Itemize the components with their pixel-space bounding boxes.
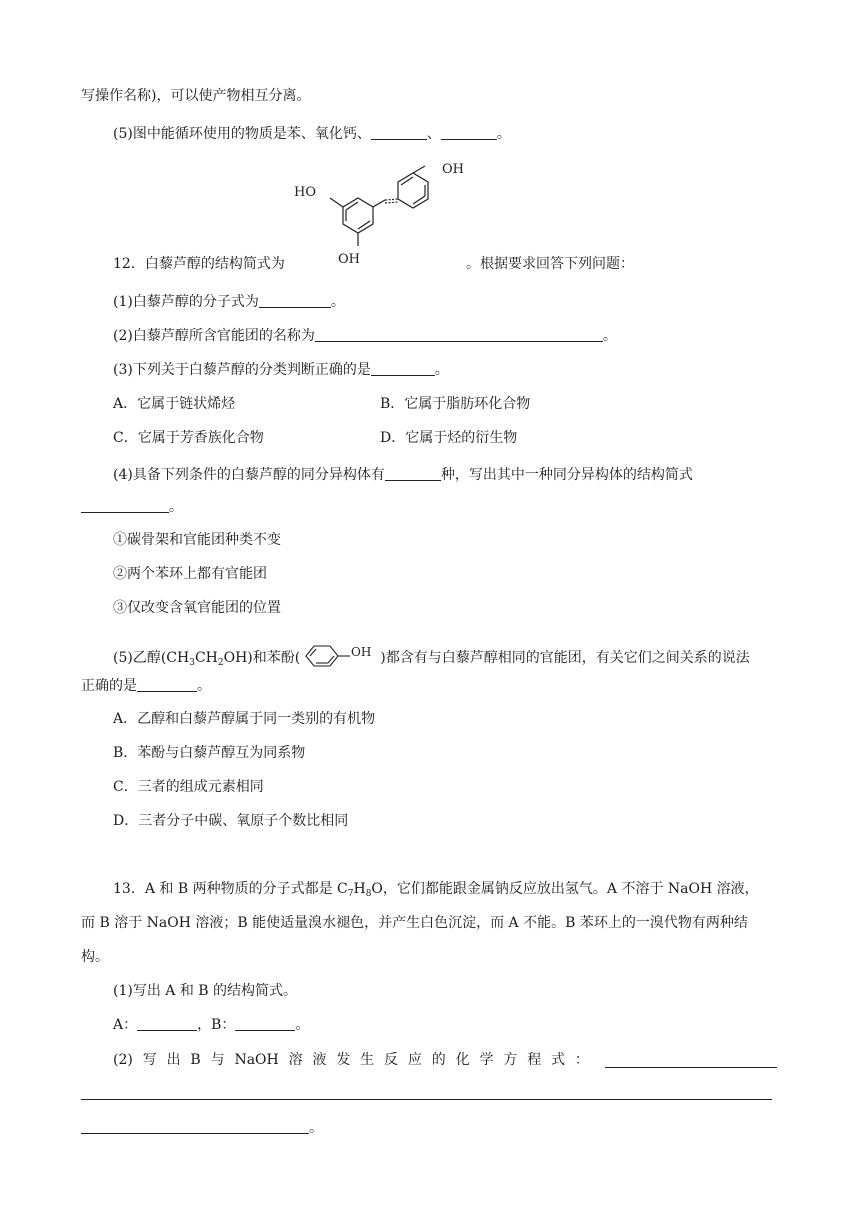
q12-part5-option-b[interactable]: B．苯酚与白藜芦醇互为同系物 bbox=[113, 745, 306, 761]
q13-part2-word: 化 bbox=[455, 1052, 470, 1068]
q13-part2-text bbox=[113, 1050, 589, 1070]
resveratrol-structure-image bbox=[288, 152, 478, 270]
q12-intro: 12．白藜芦醇的结构简式为 bbox=[113, 256, 285, 272]
struct-label-ho-left: HO bbox=[294, 185, 316, 200]
q13-part2-word: 与 bbox=[210, 1052, 225, 1068]
answer-blank[interactable] bbox=[81, 498, 169, 513]
phenol-structure-image bbox=[300, 642, 380, 670]
q13-part2-word: 的 bbox=[431, 1052, 446, 1068]
q13-part2 bbox=[113, 1050, 777, 1070]
q13-part2-line2 bbox=[81, 1084, 772, 1104]
q13-part2-word: B bbox=[190, 1052, 201, 1068]
q11-part5: (5)图中能循环使用的物质是苯、氧化钙、 、 。 bbox=[113, 126, 511, 142]
q13-stem-line1: 13．A 和 B 两种物质的分子式都是 $C_7H_8O$，它们都能跟金属钠反应放出氢气。A 不溶于 NaOH 溶液， bbox=[113, 881, 759, 899]
answer-blank[interactable] bbox=[81, 1085, 772, 1100]
q13-part2-word: 液 bbox=[312, 1052, 327, 1068]
q13-stem-line2: 而 B 溶于 NaOH 溶液；B 能使适量溴水褪色，并产生白色沉淀，而 A 不能。B 苯环上的一溴代物有两种结 bbox=[81, 915, 748, 931]
q12-part5-option-a[interactable]: A．乙醇和白藜芦醇属于同一类别的有机物 bbox=[113, 711, 376, 727]
q12-part5-option-c[interactable]: C．三者的组成元素相同 bbox=[113, 779, 264, 795]
q13-part1: (1)写出 A 和 B 的结构简式。 bbox=[113, 983, 298, 999]
q13-part2-word: 方 bbox=[503, 1052, 518, 1068]
q12-part5: (5)乙醇$(CH_3CH_2OH)$和苯酚( OH )都含有与白藜芦醇相同的官能团，有关它们之间关系的说法 bbox=[113, 642, 750, 670]
q12-part2: (2)白藜芦醇所含官能团的名称为 。 bbox=[113, 328, 617, 344]
answer-blank[interactable] bbox=[235, 1016, 295, 1031]
q13-part2-word: 式 bbox=[551, 1052, 566, 1068]
q12-part5-option-d[interactable]: D．三者分子中碳、氧原子个数比相同 bbox=[113, 813, 349, 829]
q13-part2-word: 发 bbox=[336, 1052, 351, 1068]
q13-part2-word: 溶 bbox=[288, 1052, 303, 1068]
q13-part2-word: 反 bbox=[384, 1052, 399, 1068]
q13-part2-word: NaOH bbox=[234, 1052, 279, 1068]
q12-part5-line2: 正确的是 。 bbox=[81, 678, 211, 694]
q13-part2-word: ： bbox=[574, 1052, 589, 1068]
answer-blank[interactable] bbox=[385, 466, 441, 481]
q12-option-c[interactable]: C．它属于芳香族化合物 bbox=[113, 430, 264, 446]
answer-blank[interactable] bbox=[371, 361, 435, 376]
q12-condition-3: ③仅改变含氧官能团的位置 bbox=[113, 600, 281, 616]
answer-blank[interactable] bbox=[441, 125, 497, 140]
q12-part3: (3)下列关于白藜芦醇的分类判断正确的是 。 bbox=[113, 362, 449, 378]
q13-part2-word: 学 bbox=[479, 1052, 494, 1068]
q13-part2-word: (2) bbox=[113, 1052, 133, 1068]
q12-part4-line2: 。 bbox=[81, 497, 183, 517]
q13-part2-word: 程 bbox=[527, 1052, 542, 1068]
q11-continuation: 写操作名称)，可以使产物相互分离。 bbox=[81, 88, 311, 104]
q13-part2-word: 应 bbox=[407, 1052, 422, 1068]
answer-blank[interactable] bbox=[259, 293, 331, 308]
struct-label-oh-top: OH bbox=[442, 162, 464, 177]
q12-condition-1: ①碳骨架和官能团种类不变 bbox=[113, 532, 281, 548]
q12-condition-2: ②两个苯环上都有官能团 bbox=[113, 566, 267, 582]
answer-blank[interactable] bbox=[81, 1119, 309, 1134]
q13-part1-answers: A： ，B： 。 bbox=[113, 1017, 310, 1033]
q13-part2-line3: 。 bbox=[81, 1118, 323, 1138]
q12-intro-end: 。根据要求回答下列问题： bbox=[466, 256, 634, 272]
answer-blank[interactable] bbox=[315, 327, 603, 342]
q12-part1: (1)白藜芦醇的分子式为 。 bbox=[113, 294, 345, 310]
answer-blank[interactable] bbox=[137, 677, 197, 692]
q13-part2-word: 出 bbox=[166, 1052, 181, 1068]
struct-label-oh-bottom: OH bbox=[338, 252, 360, 267]
q13-part2-word: 生 bbox=[360, 1052, 375, 1068]
q13-stem-line3: 构。 bbox=[81, 949, 109, 965]
q13-part2-word: 写 bbox=[142, 1052, 157, 1068]
phenol-label-oh: OH bbox=[351, 645, 372, 659]
answer-blank[interactable] bbox=[371, 125, 427, 140]
q12-option-a[interactable]: A．它属于链状烯烃 bbox=[113, 396, 236, 412]
q12-option-d[interactable]: D．它属于烃的衍生物 bbox=[380, 430, 518, 446]
q12-option-b[interactable]: B．它属于脂肪环化合物 bbox=[380, 396, 531, 412]
answer-blank[interactable] bbox=[605, 1053, 777, 1068]
q12-part4: (4)具备下列条件的白藜芦醇的同分异构体有 种，写出其中一种同分异构体的结构简式 bbox=[113, 467, 693, 483]
answer-blank[interactable] bbox=[137, 1016, 197, 1031]
